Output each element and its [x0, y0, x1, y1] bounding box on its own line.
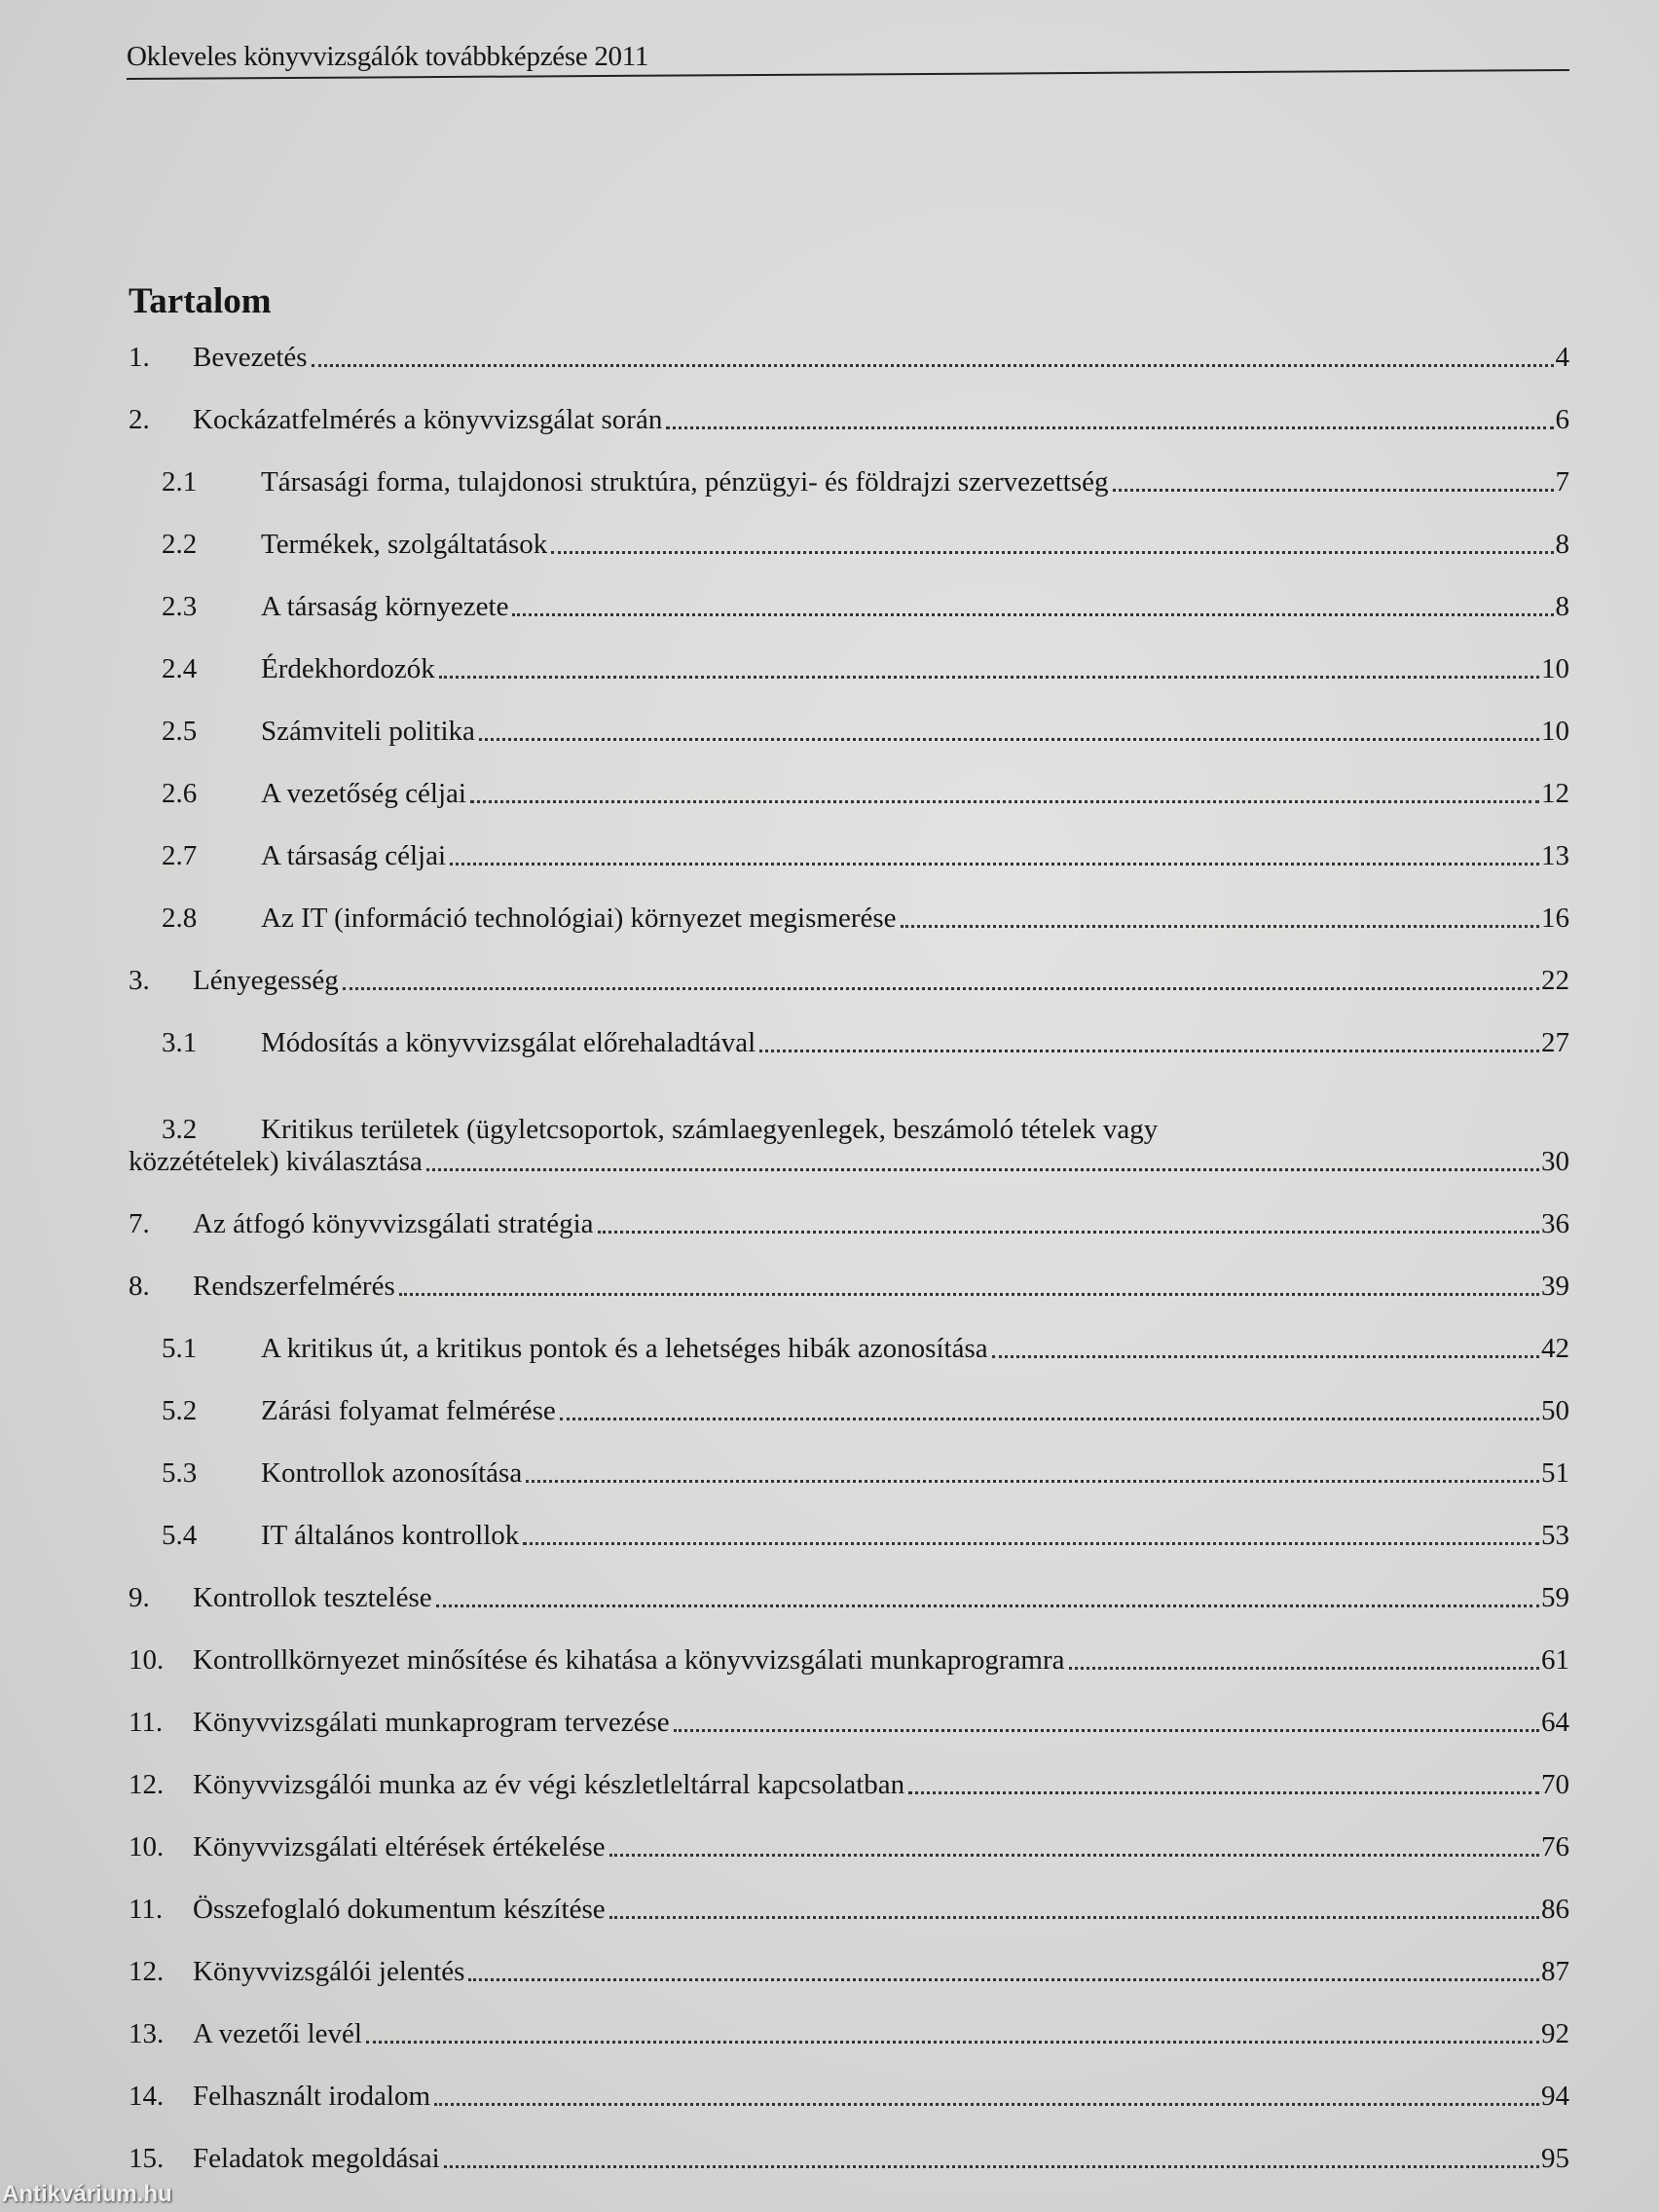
toc-entry-page: 42 [1541, 1333, 1569, 1364]
toc-entry[interactable] [129, 1988, 1569, 2050]
dot-leader [450, 863, 1539, 866]
toc-entry-title: Könyvvizsgálói jelentés [193, 1956, 465, 1987]
toc-title: Tartalom [129, 281, 272, 321]
toc-entry-page: 8 [1555, 529, 1569, 560]
toc-entry-title: Feladatok megoldásai [193, 2143, 440, 2174]
toc-entry[interactable] [129, 1552, 1569, 1614]
dot-leader [759, 1050, 1539, 1052]
dot-leader [479, 738, 1539, 741]
toc-entry-page: 30 [1541, 1146, 1569, 1177]
toc-entry-title: A vezetői levél [193, 2018, 362, 2049]
toc-entry[interactable] [129, 997, 1569, 1059]
toc-entry[interactable] [129, 1059, 1569, 1178]
toc-entry[interactable] [129, 935, 1569, 997]
toc-entry-page: 10 [1541, 653, 1569, 684]
toc-entry-page: 10 [1541, 716, 1569, 747]
toc-entry-number: 11. [129, 1894, 164, 1925]
toc-entry-title: A vezetőség céljai [261, 778, 466, 809]
toc-entry-page: 94 [1541, 2081, 1569, 2112]
toc-entry-title: Kontrollok azonosítása [261, 1457, 523, 1489]
toc-entry-page: 36 [1541, 1208, 1569, 1239]
toc-entry[interactable] [129, 685, 1569, 748]
toc-entry-number: 2. [129, 404, 150, 435]
toc-entry-number: 2.4 [162, 653, 198, 684]
toc-entry-title: A társaság céljai [261, 840, 447, 871]
toc-entry[interactable] [129, 1739, 1569, 1801]
toc-entry-number: 5.2 [162, 1395, 198, 1426]
toc-entry-number: 7. [129, 1208, 150, 1239]
dot-leader [468, 1978, 1539, 1981]
toc-entry[interactable] [129, 1240, 1569, 1303]
toc-entry-number: 2.1 [162, 466, 198, 498]
toc-entry-page: 39 [1541, 1271, 1569, 1302]
toc-entry[interactable] [129, 312, 1569, 374]
toc-entry-page: 76 [1541, 1831, 1569, 1862]
toc-entry-number: 13. [129, 2018, 165, 2049]
dot-leader [312, 364, 1554, 367]
toc-entry-title: Összefoglaló dokumentum készítése [193, 1894, 606, 1925]
toc-entry-title: Könyvvizsgálói munka az év végi készletleltárral kapcsolatban [193, 1769, 905, 1800]
dot-leader [1069, 1667, 1539, 1670]
dot-leader [426, 1168, 1539, 1171]
toc-entry-page: 50 [1541, 1395, 1569, 1426]
toc-entry-page: 22 [1541, 965, 1569, 996]
toc-entry-number: 2.8 [162, 903, 198, 934]
dot-leader [434, 2103, 1539, 2106]
toc-entry-title: A kritikus út, a kritikus pontok és a lehetséges hibák azonosítása [261, 1333, 988, 1364]
toc-entry-number: 5.4 [162, 1520, 198, 1551]
toc-entry-page: 12 [1541, 778, 1569, 809]
toc-entry-number: 9. [129, 1582, 150, 1613]
dot-leader [992, 1355, 1539, 1358]
toc-entry[interactable] [129, 1490, 1569, 1552]
toc-entry[interactable] [129, 623, 1569, 685]
dot-leader [523, 1542, 1539, 1545]
toc-entry[interactable] [129, 2113, 1569, 2175]
toc-entry-page: 53 [1541, 1520, 1569, 1551]
toc-entry-page: 95 [1541, 2143, 1569, 2174]
dot-leader [444, 2165, 1539, 2168]
toc-entry-page: 4 [1555, 342, 1569, 373]
toc-entry-title: Az átfogó könyvvizsgálati stratégia [193, 1208, 594, 1239]
toc-entry-page: 92 [1541, 2018, 1569, 2049]
toc-entry-number: 5.3 [162, 1457, 198, 1489]
toc-entry-title: Számviteli politika [261, 716, 475, 747]
toc-entry[interactable] [129, 1863, 1569, 1926]
toc-entry[interactable] [129, 1427, 1569, 1490]
dot-leader [1113, 489, 1554, 492]
toc-entry-number: 2.6 [162, 778, 198, 809]
toc-entry-number: 11. [129, 1707, 164, 1738]
toc-entry-title: Rendszerfelmérés [193, 1271, 395, 1302]
dot-leader [674, 1729, 1539, 1732]
table-of-contents [129, 312, 1569, 2175]
toc-entry-number: 2.3 [162, 591, 198, 622]
toc-entry[interactable] [129, 1926, 1569, 1988]
toc-entry-page: 59 [1541, 1582, 1569, 1613]
toc-entry-title: Kockázatfelmérés a könyvvizsgálat során [193, 404, 663, 435]
dot-leader [609, 1854, 1539, 1857]
dot-leader [399, 1293, 1539, 1296]
toc-entry-page: 27 [1541, 1027, 1569, 1058]
dot-leader [470, 800, 1539, 803]
toc-entry-page: 70 [1541, 1769, 1569, 1800]
toc-entry-title: Könyvvizsgálati eltérések értékelése [193, 1831, 606, 1862]
dot-leader [436, 1604, 1539, 1607]
toc-entry-title: Kontrollkörnyezet minősítése és kihatása a könyvvizsgálati munkaprogramra [193, 1644, 1065, 1676]
toc-entry[interactable] [129, 872, 1569, 935]
toc-entry-title: Zárási folyamat felmérése [261, 1395, 556, 1426]
toc-entry[interactable] [129, 374, 1569, 436]
toc-entry-title: Módosítás a könyvvizsgálat előrehaladtával [261, 1027, 756, 1058]
toc-entry-page: 86 [1541, 1894, 1569, 1925]
dot-leader [366, 2041, 1539, 2044]
toc-entry-number: 2.5 [162, 716, 198, 747]
toc-entry-page: 7 [1555, 466, 1569, 498]
dot-leader [512, 613, 1553, 616]
toc-entry[interactable] [129, 1303, 1569, 1365]
running-header: Okleveles könyvvizsgálók továbbképzése 2011 [127, 41, 649, 72]
toc-entry-number: 2.2 [162, 529, 198, 560]
toc-entry-number: 10. [129, 1831, 165, 1862]
toc-entry[interactable] [129, 1801, 1569, 1863]
toc-entry-title: Termékek, szolgáltatások [261, 529, 548, 560]
toc-entry[interactable] [129, 2050, 1569, 2113]
toc-entry-number: 3. [129, 965, 150, 996]
toc-entry-number: 14. [129, 2081, 165, 2112]
toc-entry-number: 10. [129, 1644, 165, 1676]
watermark-logo: Antikvárium.hu [2, 2181, 172, 2207]
dot-leader [908, 1791, 1539, 1794]
toc-entry-number: 12. [129, 1769, 165, 1800]
toc-entry[interactable] [129, 810, 1569, 872]
toc-entry-number: 2.7 [162, 840, 198, 871]
toc-entry-title: Kritikus területek (ügyletcsoportok, számlaegyenlegek, beszámoló tételek vagy [261, 1114, 1159, 1145]
dot-leader [560, 1418, 1539, 1420]
dot-leader [526, 1480, 1539, 1483]
toc-entry[interactable] [129, 1677, 1569, 1739]
toc-entry-page: 61 [1541, 1644, 1569, 1676]
dot-leader [901, 925, 1539, 928]
toc-entry[interactable] [129, 748, 1569, 810]
toc-entry-page: 64 [1541, 1707, 1569, 1738]
toc-entry-number: 15. [129, 2143, 165, 2174]
toc-entry-page: 13 [1541, 840, 1569, 871]
toc-entry[interactable] [129, 498, 1569, 561]
toc-entry[interactable] [129, 1614, 1569, 1677]
toc-entry-title: A társaság környezete [261, 591, 509, 622]
dot-leader [609, 1916, 1539, 1919]
toc-entry-number: 8. [129, 1271, 150, 1302]
toc-entry-title: Bevezetés [193, 342, 308, 373]
toc-entry-page: 6 [1555, 404, 1569, 435]
toc-entry-number: 3.1 [162, 1027, 198, 1058]
toc-entry-page: 51 [1541, 1457, 1569, 1489]
toc-entry-title-continued: közzétételek) kiválasztása [129, 1146, 423, 1177]
dot-leader [666, 426, 1553, 429]
toc-entry-first-line [129, 1089, 1569, 1146]
dot-leader [551, 551, 1553, 554]
dot-leader [598, 1231, 1539, 1234]
toc-entry[interactable] [129, 436, 1569, 498]
dot-leader [343, 987, 1539, 990]
toc-entry-title: Az IT (információ technológiai) környezet megismerése [261, 903, 897, 934]
toc-entry[interactable] [129, 561, 1569, 623]
toc-entry-page: 8 [1555, 591, 1569, 622]
toc-entry-title: Felhasznált irodalom [193, 2081, 431, 2112]
toc-entry-title: IT általános kontrollok [261, 1520, 520, 1551]
toc-entry-title: Kontrollok tesztelése [193, 1582, 432, 1613]
toc-entry-number: 1. [129, 342, 150, 373]
toc-entry-number: 3.2 [162, 1114, 198, 1145]
toc-entry-title: Lényegesség [193, 965, 339, 996]
toc-entry-title: Társasági forma, tulajdonosi struktúra, pénzügyi- és földrajzi szervezettség [261, 466, 1109, 498]
toc-entry-title: Könyvvizsgálati munkaprogram tervezése [193, 1707, 670, 1738]
toc-entry-number: 12. [129, 1956, 165, 1987]
toc-entry-title: Érdekhordozók [261, 653, 435, 684]
toc-entry-number: 5.1 [162, 1333, 198, 1364]
toc-entry[interactable] [129, 1178, 1569, 1240]
dot-leader [439, 676, 1539, 679]
toc-entry-page: 87 [1541, 1956, 1569, 1987]
toc-entry[interactable] [129, 1365, 1569, 1427]
toc-entry-page: 16 [1541, 903, 1569, 934]
